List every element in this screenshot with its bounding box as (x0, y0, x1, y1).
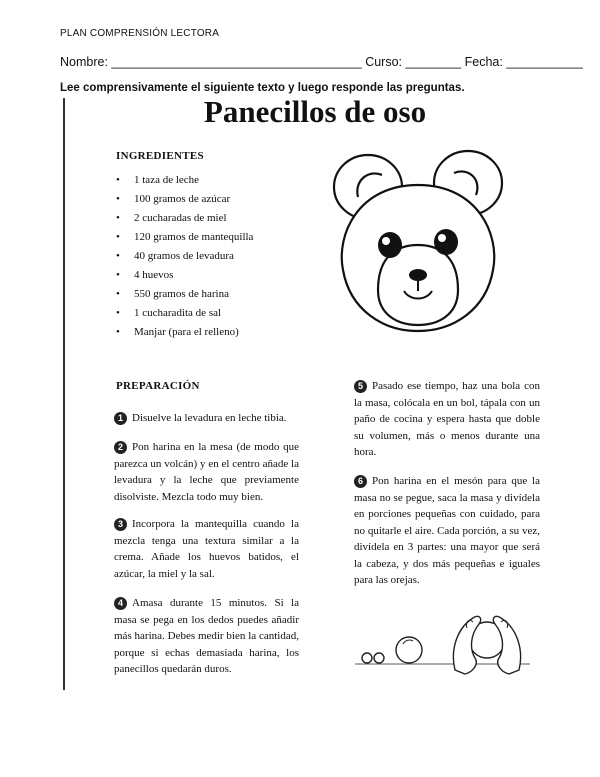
ingredient-item: • Manjar (para el relleno) (116, 323, 253, 342)
step-5 (354, 378, 540, 461)
preparation-heading: PREPARACIÓN (116, 380, 200, 392)
nombre-label: Nombre: (60, 55, 108, 69)
step-text: Pon harina en el mesón para que la masa no se pegue, saca la masa y divídela en porciones pequeñas con cuidado, para no quitarle el aire. Cada porción, a su vez, divídela en 3 partes: una mayor que será la cabeza, y dos más pequeñas e iguales para las orejas. (354, 475, 540, 586)
step-number-badge: 2 (114, 441, 127, 454)
ingredients-list (116, 171, 253, 342)
ingredient-item: • 40 gramos de levadura (116, 247, 253, 266)
dough-hands-illustration (355, 600, 530, 680)
step-text: Pasado ese tiempo, haz una bola con la masa, colócala en un bol, tápala con un paño de cocina y espera hasta que doble su volumen, más o menos durante una hora. (354, 380, 540, 458)
curso-field[interactable]: ________ (405, 55, 462, 69)
instruction: Lee comprensivamente el siguiente texto y luego responde las preguntas. (60, 82, 465, 94)
step-text: Pon harina en la mesa (de modo que parezca un volcán) y en el centro añade la levadura y la leche que previamente disolviste. Mezcla todo muy bien. (114, 441, 299, 503)
ingredient-item: • 100 gramos de azúcar (116, 190, 253, 209)
fecha-label: Fecha: (464, 55, 503, 69)
ingredients-heading: INGREDIENTES (116, 150, 204, 162)
step-number-badge: 3 (114, 518, 127, 531)
ingredient-item: • 4 huevos (116, 266, 253, 285)
step-2 (114, 439, 299, 505)
curso-label: Curso: (365, 55, 403, 69)
step-number-badge: 4 (114, 597, 127, 610)
nombre-field[interactable]: ____________________________________ (111, 55, 362, 69)
fecha-field[interactable]: ___________ (506, 55, 583, 69)
margin-line (63, 98, 65, 690)
ingredient-item: • 550 gramos de harina (116, 285, 253, 304)
ingredient-item: • 1 cucharadita de sal (116, 304, 253, 323)
ingredient-item: • 120 gramos de mantequilla (116, 228, 253, 247)
plan-title: PLAN COMPRENSIÓN LECTORA (60, 28, 220, 39)
step-number-badge: 5 (354, 380, 367, 393)
step-text: Amasa durante 15 minutos. Si la masa se pega en los dedos puedes añadir más harina. Debes medir bien la cantidad, porque si echas demasiada harina, los panecillos quedarán duros. (114, 597, 299, 675)
recipe-title: Panecillos de oso (203, 94, 427, 129)
step-3 (114, 516, 299, 582)
student-info-line (60, 55, 583, 69)
bear-face-illustration (328, 145, 508, 335)
step-4 (114, 595, 299, 678)
step-1 (114, 410, 289, 427)
step-text: Incorpora la mantequilla cuando la mezcla tenga una textura similar a la crema. Añade los huevos batidos, el azúcar, la miel y la sal. (114, 518, 299, 580)
step-text: Disuelve la levadura en leche tibia. (132, 412, 287, 424)
step-6 (354, 473, 540, 589)
step-number-badge: 6 (354, 475, 367, 488)
ingredient-item: • 2 cucharadas de miel (116, 209, 253, 228)
ingredient-item: • 1 taza de leche (116, 171, 253, 190)
step-number-badge: 1 (114, 412, 127, 425)
